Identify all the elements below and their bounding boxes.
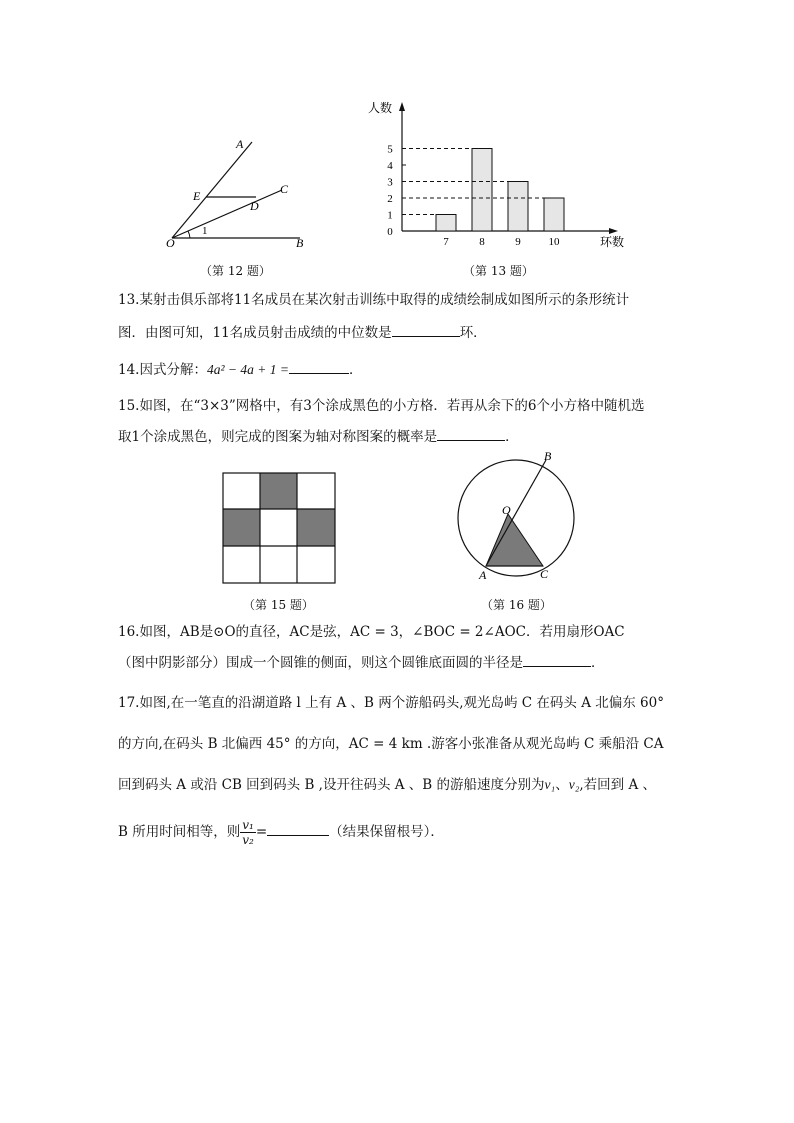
question-16-line-1: 16.如图，AB是⊙O的直径，AC是弦，AC = 3，∠BOC = 2∠AOC．若用扇形OAC xyxy=(118,624,625,640)
q17-v1: v₁ xyxy=(544,777,556,792)
question-16-line-2 xyxy=(118,652,605,673)
x-axis-label: 环数 xyxy=(600,235,625,249)
label-angle-1: 1 xyxy=(202,225,208,237)
question-17-line-1: 17.如图,在一笔直的沿湖道路 l 上有 A 、B 两个游船码头,观光岛屿 C 在码头 A 北偏东 60° xyxy=(118,695,664,711)
figure-15-grid xyxy=(222,472,336,584)
q17-answer-blank[interactable] xyxy=(267,821,329,836)
q17-text-end: ,若回到 A 、 xyxy=(579,777,657,793)
q17-fraction-numerator: v₁ xyxy=(242,818,254,832)
figure-13-bar-chart xyxy=(360,98,640,253)
x-tick-label: 7 xyxy=(443,236,449,248)
label-E: E xyxy=(193,189,201,203)
label-C: C xyxy=(280,182,289,196)
q17-suffix: （结果保留根号）． xyxy=(329,824,444,840)
y-tick-label: 3 xyxy=(387,176,393,189)
y-tick-label: 5 xyxy=(387,143,393,156)
q17-fraction-denominator: v₂ xyxy=(242,833,254,847)
q14-suffix: ． xyxy=(349,362,363,378)
label-A: A xyxy=(236,137,244,151)
q16-answer-blank[interactable] xyxy=(523,652,591,667)
caption-fig16: （第 16 题） xyxy=(481,598,552,612)
q17-sep: 、 xyxy=(555,777,569,793)
q17-text: 回到码头 A 或沿 CB 回到码头 B ,设开往码头 A 、B 的游船速度分别为 xyxy=(118,777,545,793)
y-axis-label: 人数 xyxy=(368,101,393,115)
label-B: B xyxy=(296,236,304,250)
y-axis-arrow xyxy=(399,102,405,111)
bar-10 xyxy=(544,198,564,231)
question-15-line-2 xyxy=(118,426,519,447)
label-D: D xyxy=(250,199,259,213)
q14-prefix: 14.因式分解： xyxy=(118,362,207,378)
q14-expression: 4a² − 4a + 1 = xyxy=(206,362,289,377)
question-17-line-2: 的方向,在码头 B 北偏西 45° 的方向，AC = 4 km .游客小张准备从观光岛屿 C 乘船沿 CA xyxy=(118,736,664,752)
q15-text: 取1个涂成黑色，则完成的图案为轴对称图案的概率是 xyxy=(118,429,438,445)
sector-OAC-shaded xyxy=(486,514,543,566)
caption-fig13: （第 13 题） xyxy=(463,264,534,278)
q15-answer-blank[interactable] xyxy=(437,426,505,441)
cell-1-0-shaded xyxy=(223,509,260,546)
q13-text: 图．由图可知，11名成员射击成绩的中位数是 xyxy=(118,325,392,341)
y-tick-label: 1 xyxy=(387,209,393,222)
bar-8 xyxy=(472,149,492,232)
q17-equals: = xyxy=(255,824,268,840)
label-O: O xyxy=(502,503,511,517)
q14-answer-blank[interactable] xyxy=(289,359,349,374)
y-tick-label: 0 xyxy=(387,226,393,238)
label-B: B xyxy=(544,449,552,463)
question-17-line-3 xyxy=(118,775,656,795)
angle-1-arc xyxy=(188,231,190,238)
q15-suffix: ． xyxy=(505,429,519,445)
y-tick-label: 2 xyxy=(387,193,393,205)
q13-answer-blank[interactable] xyxy=(392,322,460,337)
question-14 xyxy=(118,359,363,380)
q17-text: B 所用时间相等，则 xyxy=(118,824,241,840)
x-axis-arrow xyxy=(609,228,618,234)
figure-16-circle xyxy=(450,448,580,588)
label-C: C xyxy=(540,567,549,581)
label-O: O xyxy=(166,236,175,250)
ray-OA xyxy=(172,142,252,238)
label-A: A xyxy=(479,568,487,582)
x-tick-label: 9 xyxy=(515,236,521,248)
q17-fraction xyxy=(240,818,256,847)
cell-1-2-shaded xyxy=(297,509,335,546)
cell-0-1-shaded xyxy=(260,473,297,509)
question-15-line-1: 15.如图，在“3×3”网格中，有3个涂成黑色的小方格．若再从余下的6个小方格中随机选 xyxy=(118,398,645,414)
q17-v2: v₂ xyxy=(568,777,580,792)
question-17-line-4 xyxy=(118,818,444,847)
y-tick-label: 4 xyxy=(387,160,393,172)
x-tick-label: 8 xyxy=(479,236,485,248)
question-13-line-2 xyxy=(118,322,487,343)
q13-suffix: 环． xyxy=(459,325,487,341)
bar-7 xyxy=(436,215,456,232)
x-tick-label: 10 xyxy=(548,236,560,248)
figure-12 xyxy=(160,130,320,255)
q16-suffix: ． xyxy=(591,655,605,671)
caption-fig15: （第 15 题） xyxy=(243,598,314,612)
caption-fig12: （第 12 题） xyxy=(200,264,271,278)
question-13-line-1: 13.某射击俱乐部将11名成员在某次射击训练中取得的成绩绘制成如图所示的条形统计 xyxy=(118,292,630,308)
q16-text: （图中阴影部分）围成一个圆锥的侧面，则这个圆锥底面圆的半径是 xyxy=(118,655,523,671)
bar-9 xyxy=(508,182,528,232)
